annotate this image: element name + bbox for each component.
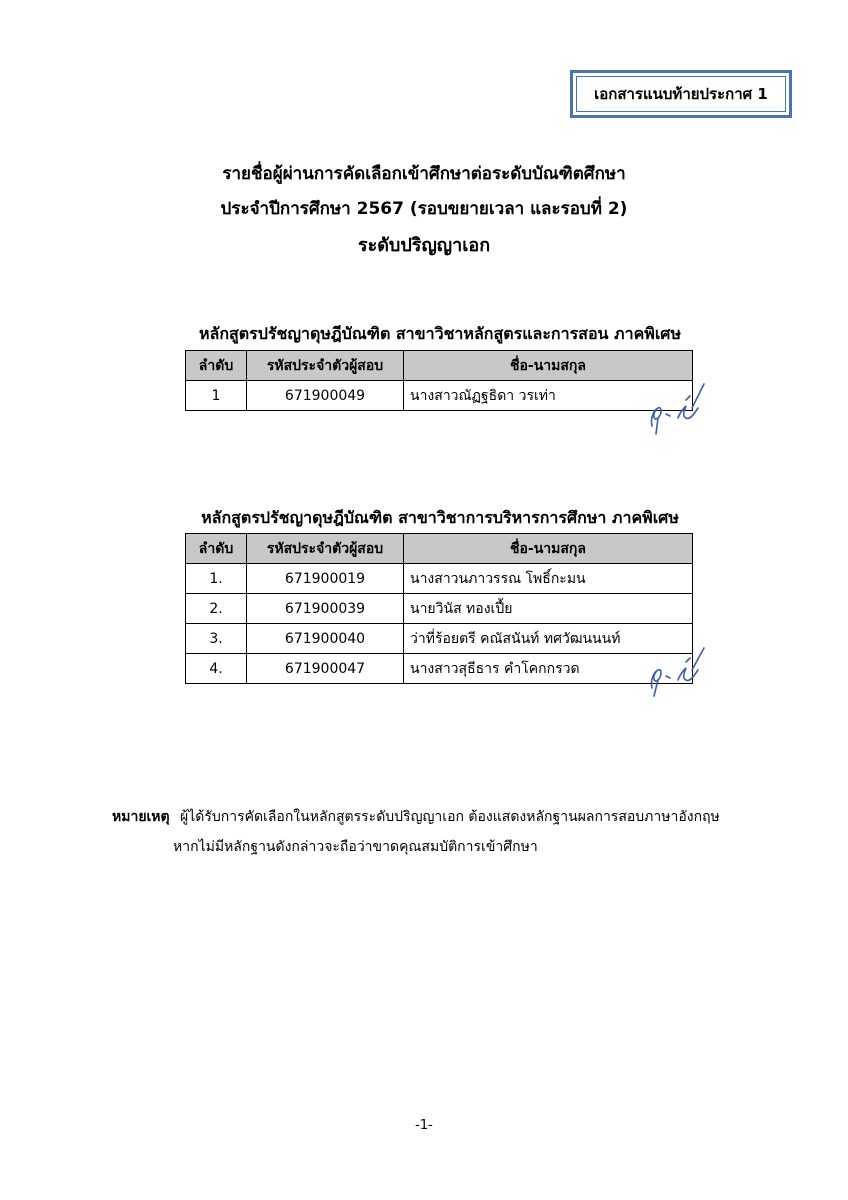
- row-name: นางสาวสุธีธาร คำโคกกรวด: [404, 654, 693, 684]
- row-id: 671900047: [247, 654, 404, 684]
- table-administration: [185, 533, 693, 684]
- col-no-header: ลำดับ: [186, 351, 247, 381]
- table-header-row: [186, 351, 693, 381]
- page-number: -1-: [415, 1118, 433, 1133]
- table-row: [186, 381, 693, 411]
- attachment-label: เอกสารแนบท้ายประกาศ 1: [576, 76, 786, 112]
- signature-mark: [636, 644, 706, 704]
- program-title-curriculum: หลักสูตรปรัชญาดุษฎีบัณฑิต สาขาวิชาหลักสูตรและการสอน ภาคพิเศษ: [198, 324, 682, 343]
- note-line-2: หากไม่มีหลักฐานดังกล่าวจะถือว่าขาดคุณสมบัติการเข้าศึกษา: [173, 839, 538, 855]
- heading-line-3: ระดับปริญญาเอก: [357, 235, 491, 256]
- heading-line-1: รายชื่อผู้ผ่านการคัดเลือกเข้าศึกษาต่อระดับบัณฑิตศึกษา: [222, 164, 626, 184]
- row-no: 4.: [186, 654, 247, 684]
- program-title-administration: หลักสูตรปรัชญาดุษฎีบัณฑิต สาขาวิชาการบริหารการศึกษา ภาคพิเศษ: [201, 508, 679, 527]
- col-name-header: ชื่อ-นามสกุล: [404, 534, 693, 564]
- signature-mark: [636, 378, 706, 438]
- row-id: 671900049: [247, 381, 404, 411]
- row-name: ว่าที่ร้อยตรี คณัสนันท์ ทศวัฒนนนท์: [404, 624, 693, 654]
- col-name-header: ชื่อ-นามสกุล: [404, 351, 693, 381]
- heading-line-2: ประจำปีการศึกษา 2567 (รอบขยายเวลา และรอบที่ 2): [220, 199, 628, 219]
- row-name: นางสาวณัฏฐธิดา วรเท่า: [404, 381, 693, 411]
- col-no-header: ลำดับ: [186, 534, 247, 564]
- row-id: 671900040: [247, 624, 404, 654]
- table-row: [186, 564, 693, 594]
- row-no: 2.: [186, 594, 247, 624]
- row-name: นายวินัส ทองเปี้ย: [404, 594, 693, 624]
- row-name: นางสาวนภาวรรณ โพธิ์กะมน: [404, 564, 693, 594]
- col-id-header: รหัสประจำตัวผู้สอบ: [247, 534, 404, 564]
- row-no: 1.: [186, 564, 247, 594]
- row-no: 3.: [186, 624, 247, 654]
- table-row: [186, 654, 693, 684]
- note-label: หมายเหตุ: [112, 809, 170, 825]
- table-header-row: [186, 534, 693, 564]
- table-row: [186, 624, 693, 654]
- table-row: [186, 594, 693, 624]
- col-id-header: รหัสประจำตัวผู้สอบ: [247, 351, 404, 381]
- table-curriculum: [185, 350, 693, 411]
- attachment-badge: [570, 70, 792, 118]
- row-id: 671900039: [247, 594, 404, 624]
- row-id: 671900019: [247, 564, 404, 594]
- note-line-1: ผู้ได้รับการคัดเลือกในหลักสูตรระดับปริญญาเอก ต้องแสดงหลักฐานผลการสอบภาษาอังกฤษ: [180, 809, 720, 825]
- row-no: 1: [186, 381, 247, 411]
